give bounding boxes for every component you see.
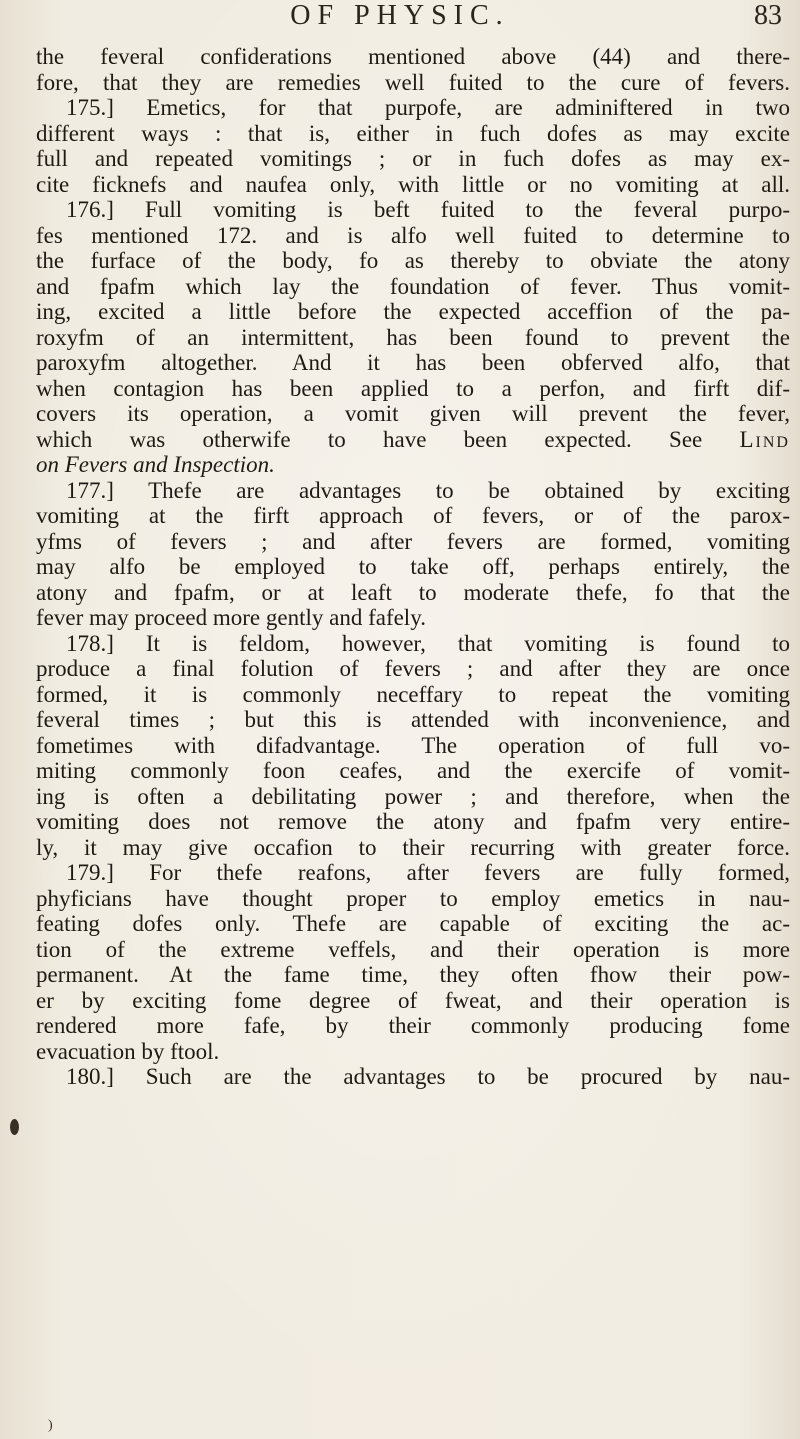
text-line: fometimes with difadvantage. The operation of full vo- xyxy=(36,732,790,758)
text-line: fore, that they are remedies well fuited to the cure of fevers. xyxy=(36,69,790,95)
author-reference: Lind xyxy=(739,426,790,452)
text-line: feating dofes only. Thefe are capable of exciting the ac- xyxy=(36,911,790,936)
text-line: full and repeated vomitings ; or in fuch dofes as may ex- xyxy=(36,146,790,171)
text-line: yfms of fevers ; and after fevers are formed, vomiting xyxy=(36,528,790,554)
paragraph-176-start: 176.] Full vomiting is beft fuited to the feveral purpo- xyxy=(66,197,790,222)
running-title: OF PHYSIC. xyxy=(290,0,510,31)
text-line: vomiting at the firft approach of fevers, or of the parox- xyxy=(36,503,790,528)
text-line: phyficians have thought proper to employ emetics in nau- xyxy=(36,885,790,911)
text-line: miting commonly foon ceafes, and the exercife of vomit- xyxy=(36,758,790,783)
text-line: ing, excited a little before the expected acceffion of the pa- xyxy=(36,299,790,324)
paragraph-177-start: 177.] Thefe are advantages to be obtained by exciting xyxy=(66,477,790,503)
text-line: the furface of the body, fo as thereby to obviate the atony xyxy=(36,248,790,273)
ink-blot xyxy=(10,1119,19,1135)
page-number: 83 xyxy=(754,0,782,31)
text-line: produce a final folution of fevers ; and after they are once xyxy=(36,656,790,681)
running-head xyxy=(0,0,800,36)
paragraph-178-start: 178.] It is feldom, however, that vomiting is found to xyxy=(66,630,790,656)
body-text xyxy=(36,44,790,1090)
text-line: evacuation by ftool. xyxy=(36,1038,220,1064)
text-line: er by exciting fome degree of fweat, and their operation is xyxy=(36,987,790,1013)
text-line: feveral times ; but this is attended with inconvenience, and xyxy=(36,707,790,732)
text-line: covers its operation, a vomit given will prevent the fever, xyxy=(36,401,790,426)
text-line: paroxyfm altogether. And it has been obferved alfo, that xyxy=(36,350,790,375)
text-line: when contagion has been applied to a perfon, and firft dif- xyxy=(36,375,790,401)
margin-mark: ) xyxy=(48,1418,53,1433)
text-line: roxyfm of an intermittent, has been found to prevent the xyxy=(36,324,790,350)
text-line: fever may proceed more gently and fafely. xyxy=(36,605,426,630)
text-line: ly, it may give occafion to their recurring with greater force. xyxy=(36,834,790,860)
paragraph-179-start: 179.] For thefe reafons, after fevers are fully formed, xyxy=(66,860,790,885)
text-line: rendered more fafe, by their commonly producing fome xyxy=(36,1013,790,1038)
text-line: ing is often a debilitating power ; and therefore, when the xyxy=(36,783,790,809)
text-line: permanent. At the fame time, they often fhow their pow- xyxy=(36,962,790,987)
text-line: tion of the extreme veffels, and their operation is more xyxy=(36,936,790,962)
text-line: may alfo be employed to take off, perhaps entirely, the xyxy=(36,554,790,579)
text-line: vomiting does not remove the atony and fpafm very entire- xyxy=(36,809,790,834)
text-segment: which was otherwife to have been expected. See xyxy=(36,426,703,452)
paragraph-175-start: 175.] Emetics, for that purpofe, are adminiftered in two xyxy=(66,95,790,120)
text-line: cite ficknefs and naufea only, with little or no vomiting at all. xyxy=(36,171,790,197)
text-line: the feveral confiderations mentioned above (44) and there- xyxy=(36,44,790,69)
text-line-with-author-ref xyxy=(36,427,790,453)
text-line: different ways : that is, either in fuch dofes as may excite xyxy=(36,120,790,146)
paragraph-180-start: 180.] Such are the advantages to be procured by nau- xyxy=(66,1064,790,1089)
text-line: and fpafm which lay the foundation of fever. Thus vomit- xyxy=(36,273,790,299)
text-line-book-title: on Fevers and Inspection. xyxy=(36,452,275,477)
text-line: atony and fpafm, or at leaft to moderate thefe, fo that the xyxy=(36,579,790,605)
text-line: fes mentioned 172. and is alfo well fuited to determine to xyxy=(36,222,790,248)
text-line: formed, it is commonly neceffary to repeat the vomiting xyxy=(36,681,790,707)
